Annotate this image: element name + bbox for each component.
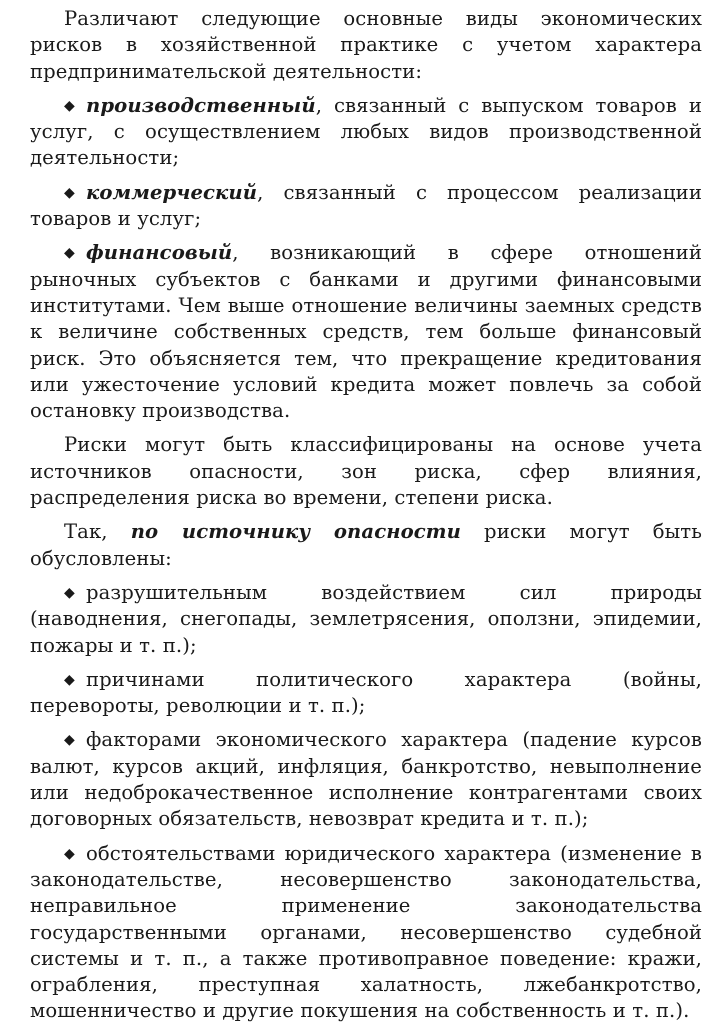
source-intro-paragraph (30, 519, 702, 572)
source-item-nature (30, 580, 702, 659)
diamond-bullet-icon: ◆ (64, 732, 75, 749)
diamond-bullet-icon: ◆ (64, 184, 75, 201)
source-item-text: причинами политического характера (войны, перевороты, революции и т. п.); (30, 667, 702, 718)
diamond-bullet-icon: ◆ (64, 97, 75, 114)
classification-paragraph: Риски могут быть классифицированы на основе учета источников опасности, зон риска, сфер влияния, распределения риска во времени, степени риска. (30, 433, 702, 510)
source-intro-after: риски могут быть обусловлены: (30, 520, 703, 570)
source-item-text: факторами экономического характера (падение курсов валют, курсов акций, инфляция, банкротство, невыполнение или недоброкачественное исполнение контрагентами своих договорных обязательств, невозврат кредита и т. п.); (30, 728, 702, 831)
risk-type-description: , возникающий в сфере отношений рыночных субъектов с банками и другими финансовыми институтами. Чем выше отношение величины заемных средств к величине собственных средств, тем больше финансовый риск. Это объясняется тем, что прекращение кредитования или ужесточение условий кредита может повлечь за собой остановку производства. (30, 241, 702, 423)
risk-type-term: коммерческий (86, 180, 258, 204)
source-item-economic (30, 727, 702, 832)
source-intro-before: Так, (64, 520, 131, 544)
diamond-bullet-icon: ◆ (64, 245, 75, 262)
risk-type-commercial (30, 180, 702, 233)
intro-paragraph: Различают следующие основные виды экономических рисков в хозяйственной практике с учетом характера предпринимательской деятельности: (30, 7, 702, 83)
source-item-political (30, 667, 702, 720)
risk-type-term: производственный (86, 93, 316, 117)
diamond-bullet-icon: ◆ (64, 671, 75, 688)
risk-type-production (30, 93, 702, 172)
source-item-text: обстоятельствами юридического характера (изменение в законодательстве, несовершенство законодательства, неправильное применение законодательства государственными органами, несовершенство судебной системы и т. п., а также противоправное поведение: кражи, ограбления, преступная халатность, лжебанкротство, мошенничество и другие покушения на собственность и т. п.). (30, 841, 702, 1023)
risk-type-financial (30, 240, 702, 424)
risk-type-term: финансовый (86, 241, 233, 265)
risk-type-description: , связанный с выпуском товаров и услуг, с осуществлением любых видов производственной деятельности; (30, 93, 702, 170)
diamond-bullet-icon: ◆ (64, 584, 75, 601)
source-item-text: разрушительным воздействием сил природы (наводнения, снегопады, землетрясения, оползни, эпидемии, пожары и т. п.); (30, 580, 702, 657)
risk-type-description: , связанный с процессом реализации товаров и услуг; (30, 180, 702, 231)
source-intro-term: по источнику опасности (130, 520, 461, 544)
diamond-bullet-icon: ◆ (64, 845, 75, 862)
source-item-legal (30, 841, 702, 1025)
document-page (30, 6, 702, 1025)
